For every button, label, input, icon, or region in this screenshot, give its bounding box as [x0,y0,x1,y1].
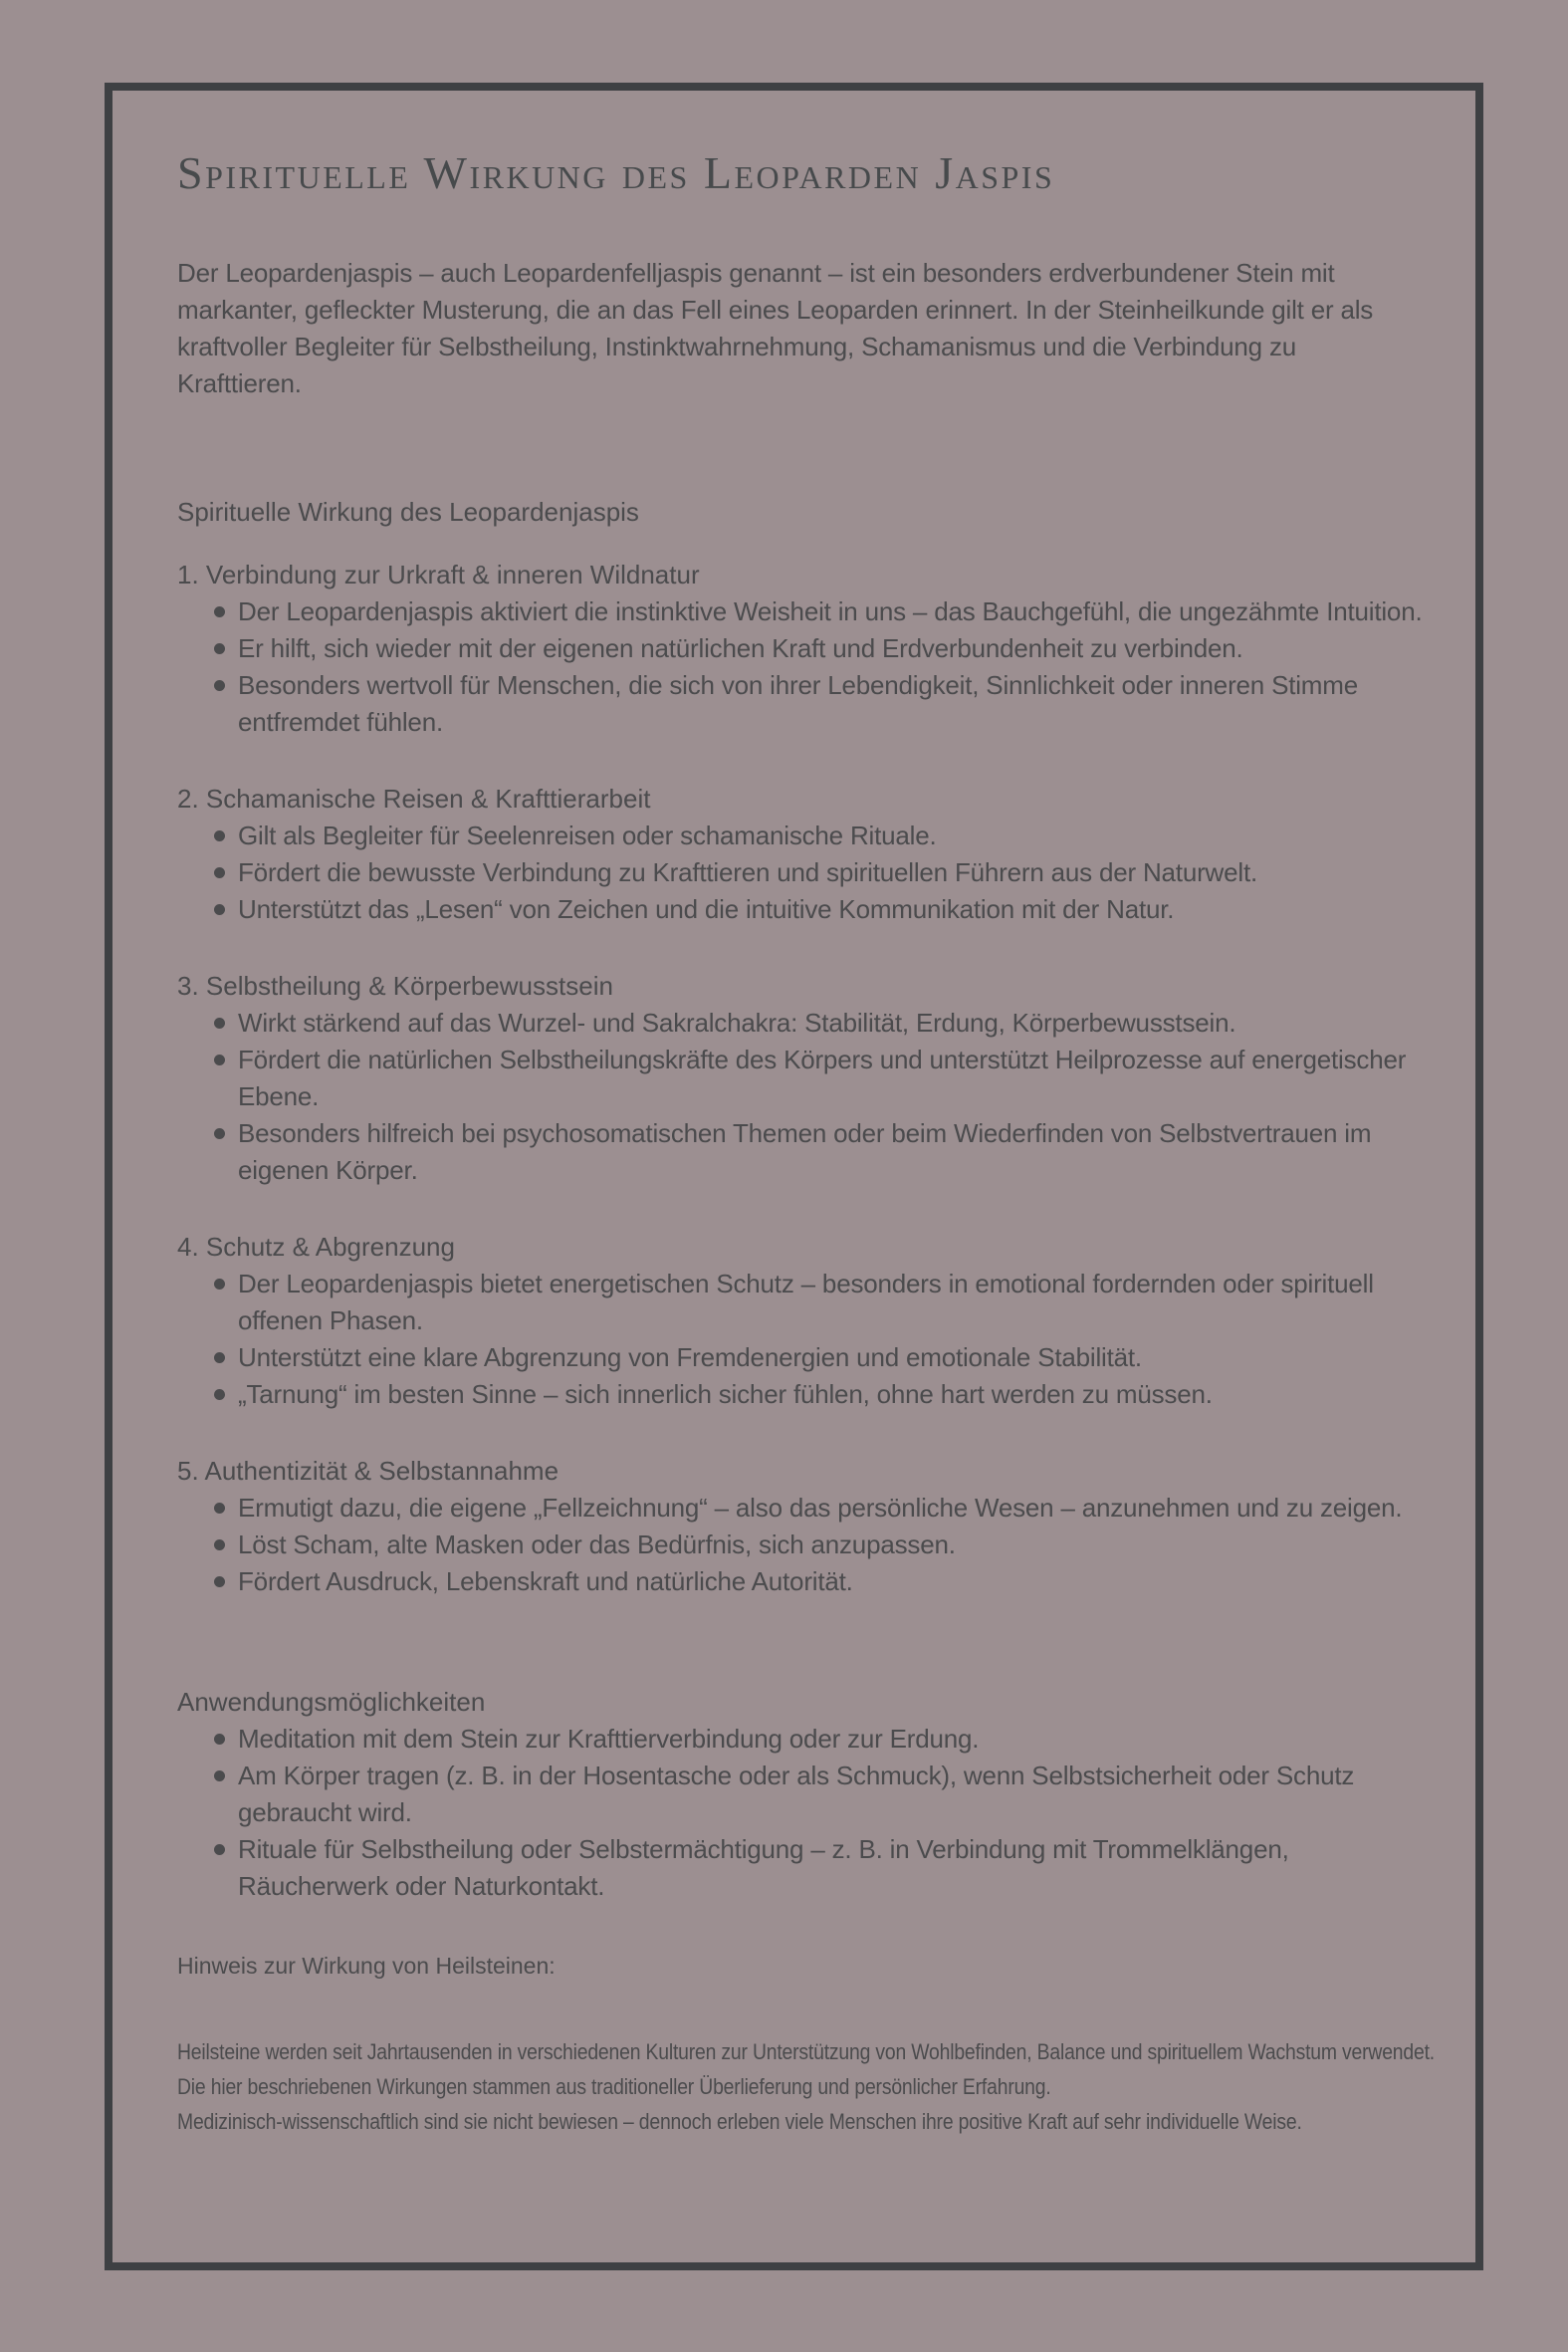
section-heading-4: 4. Schutz & Abgrenzung [177,1232,455,1262]
bullet-icon [214,680,225,691]
list-item [177,1563,1444,1600]
list-item [177,1376,1444,1413]
bullet-icon [214,1503,225,1514]
list-item [177,1527,1444,1563]
list-item [177,667,1444,741]
section-1-bullets [177,593,1444,741]
bullet-text: Gilt als Begleiter für Seelenreisen oder schamanische Rituale. [238,821,937,850]
bullet-text: Fördert die natürlichen Selbstheilungskräfte des Körpers und unterstützt Heilprozesse auf energetischer Ebene. [238,1045,1407,1111]
list-item [177,1339,1444,1376]
section-2-bullets [177,818,1444,928]
section-4-bullets [177,1266,1444,1413]
list-item [177,593,1444,630]
bullet-text: Fördert Ausdruck, Lebenskraft und natürliche Autorität. [238,1566,853,1596]
list-item [177,1758,1444,1831]
bullet-text: Besonders hilfreich bei psychosomatischen Themen oder beim Wiederfinden von Selbstvertrauen im eigenen Körper. [238,1118,1372,1185]
list-item [177,1115,1444,1189]
bullet-icon [214,1018,225,1029]
usage-heading: Anwendungsmöglichkeiten [177,1687,486,1717]
bullet-icon [214,1770,225,1781]
section-heading-2: 2. Schamanische Reisen & Krafttierarbeit [177,784,651,814]
bullet-text: Ermutigt dazu, die eigene „Fellzeichnung“ – also das persönliche Wesen – anzunehmen und zu zeigen. [238,1493,1403,1523]
subtitle: Spirituelle Wirkung des Leopardenjaspis [177,497,639,527]
bullet-icon [214,867,225,878]
bullet-text: „Tarnung“ im besten Sinne – sich innerlich sicher fühlen, ohne hart werden zu müssen. [238,1379,1213,1409]
bullet-text: Fördert die bewusste Verbindung zu Krafttieren und spirituellen Führern aus der Naturwelt. [238,857,1258,887]
list-item [177,1831,1444,1905]
bullet-icon [214,1576,225,1587]
list-item [177,818,1444,854]
bullet-text: Unterstützt eine klare Abgrenzung von Fremdenergien und emotionale Stabilität. [238,1342,1142,1372]
section-5-bullets [177,1490,1444,1600]
intro-paragraph: Der Leopardenjaspis – auch Leopardenfelljaspis genannt – ist ein besonders erdverbundener Stein mit markanter, gefleckter Musterung, die an das Fell eines Leoparden erinnert. In der Steinheilkunde gilt er als kraftvoller Begleiter für Selbstheilung, Instinktwahrnehmung, Schamanismus und die Verbindung zu Krafttieren. [177,258,1374,398]
bullet-text: Meditation mit dem Stein zur Krafttierverbindung oder zur Erdung. [238,1724,980,1754]
list-item [177,1721,1444,1758]
bullet-icon [214,1352,225,1363]
bullet-text: Besonders wertvoll für Menschen, die sich von ihrer Lebendigkeit, Sinnlichkeit oder inneren Stimme entfremdet fühlen. [238,670,1358,737]
bullet-text: Am Körper tragen (z. B. in der Hosentasche oder als Schmuck), wenn Selbstsicherheit oder Schutz gebraucht wird. [238,1761,1355,1827]
section-heading-1: 1. Verbindung zur Urkraft & inneren Wildnatur [177,560,700,589]
page-content [177,145,1444,2139]
bullet-icon [214,1539,225,1550]
bullet-icon [214,830,225,841]
bullet-icon [214,904,225,915]
bullet-icon [214,1279,225,1290]
bullet-text: Der Leopardenjaspis bietet energetischen Schutz – besonders in emotional fordernden oder spirituell offenen Phasen. [238,1269,1374,1335]
bullet-icon [214,1734,225,1745]
notice-line: Medizinisch-wissenschaftlich sind sie nicht bewiesen – dennoch erleben viele Menschen ihre positive Kraft auf sehr individuelle Weise. [177,2109,1302,2134]
list-item [177,854,1444,891]
bullet-text: Der Leopardenjaspis aktiviert die instinktive Weisheit in uns – das Bauchgefühl, die ungezähmte Intuition. [238,596,1423,626]
list-item [177,891,1444,928]
bullet-icon [214,606,225,617]
notice-line: Die hier beschriebenen Wirkungen stammen aus traditioneller Überlieferung und persönlicher Erfahrung. [177,2074,1051,2099]
bullet-text: Wirkt stärkend auf das Wurzel- und Sakralchakra: Stabilität, Erdung, Körperbewusstsein. [238,1008,1236,1038]
bullet-icon [214,1844,225,1855]
section-3-bullets [177,1005,1444,1189]
notice-paragraph [177,2034,1444,2139]
bullet-text: Rituale für Selbstheilung oder Selbstermächtigung – z. B. in Verbindung mit Trommelklängen, Räucherwerk oder Naturkontakt. [238,1834,1289,1901]
notice-line: Heilsteine werden seit Jahrtausenden in verschiedenen Kulturen zur Unterstützung von Wohlbefinden, Balance und spirituellem Wachstum verwendet. [177,2039,1435,2064]
bullet-text: Unterstützt das „Lesen“ von Zeichen und die intuitive Kommunikation mit der Natur. [238,894,1175,924]
section-heading-5: 5. Authentizität & Selbstannahme [177,1456,560,1486]
bullet-text: Löst Scham, alte Masken oder das Bedürfnis, sich anzupassen. [238,1529,956,1559]
list-item [177,630,1444,667]
usage-bullets [177,1721,1444,1905]
list-item [177,1490,1444,1527]
bullet-icon [214,1389,225,1400]
bullet-text: Er hilft, sich wieder mit der eigenen natürlichen Kraft und Erdverbundenheit zu verbinden. [238,633,1243,663]
bullet-icon [214,1055,225,1065]
bullet-icon [214,643,225,654]
page-title: Spirituelle Wirkung des Leoparden Jaspis [177,147,1055,198]
section-heading-3: 3. Selbstheilung & Körperbewusstsein [177,971,613,1001]
list-item [177,1042,1444,1115]
notice-heading: Hinweis zur Wirkung von Heilsteinen: [177,1953,556,1979]
list-item [177,1266,1444,1339]
bullet-icon [214,1128,225,1139]
list-item [177,1005,1444,1042]
